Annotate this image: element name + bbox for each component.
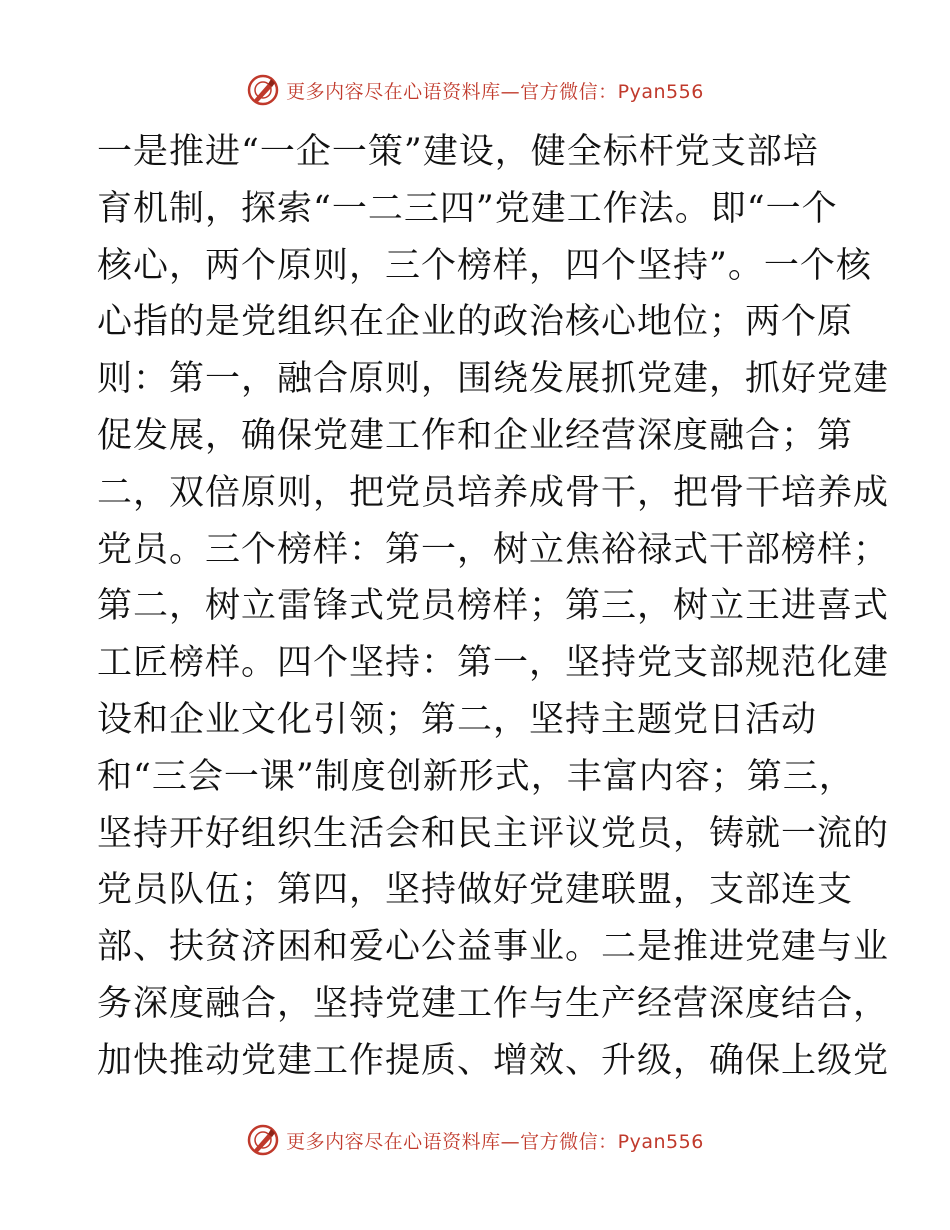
body-line: 二，双倍原则，把党员培养成骨干，把骨干培养成 xyxy=(97,472,890,513)
body-line: 心指的是党组织在企业的政治核心地位；两个原 xyxy=(97,302,854,343)
body-line: 部、扶贫济困和爱心公益事业。二是推进党建与业 xyxy=(97,927,890,968)
body-line: 核心，两个原则，三个榜样，四个坚持”。一个核 xyxy=(97,245,872,286)
body-line: 加快推动党建工作提质、增效、升级，确保上级党 xyxy=(97,1040,890,1081)
body-line: 工匠榜样。四个坚持：第一，坚持党支部规范化建 xyxy=(97,643,890,684)
body-line: 坚持开好组织生活会和民主评议党员，铸就一流的 xyxy=(97,813,890,854)
body-line: 育机制，探索“一二三四”党建工作法。即“一个 xyxy=(97,188,838,229)
body-line: 设和企业文化引领；第二，坚持主题党日活动 xyxy=(97,699,818,740)
body-line: 促发展，确保党建工作和企业经营深度融合；第 xyxy=(97,415,854,456)
footer-banner-text: 更多内容尽在心语资料库—官方微信：Pyan556 xyxy=(286,1130,704,1153)
body-line: 则：第一，融合原则，围绕发展抓党建，抓好党建 xyxy=(97,359,890,400)
pen-circle-logo-icon xyxy=(246,1123,280,1157)
body-line: 和“三会一课”制度创新形式，丰富内容；第三， xyxy=(97,756,855,797)
body-line: 一是推进“一企一策”建设，健全标杆党支部培 xyxy=(97,132,819,172)
document-body xyxy=(97,124,890,1090)
header-banner-text: 更多内容尽在心语资料库—官方微信：Pyan556 xyxy=(286,80,704,103)
body-line: 党员。三个榜样：第一，树立焦裕禄式干部榜样； xyxy=(97,529,890,570)
header-banner xyxy=(0,70,950,110)
pen-circle-logo-icon xyxy=(246,73,280,107)
body-line: 第二，树立雷锋式党员榜样；第三，树立王进喜式 xyxy=(97,586,890,627)
body-line: 党员队伍；第四，坚持做好党建联盟，支部连支 xyxy=(97,870,854,911)
body-line: 务深度融合，坚持党建工作与生产经营深度结合， xyxy=(97,983,890,1024)
footer-banner xyxy=(0,1120,950,1160)
